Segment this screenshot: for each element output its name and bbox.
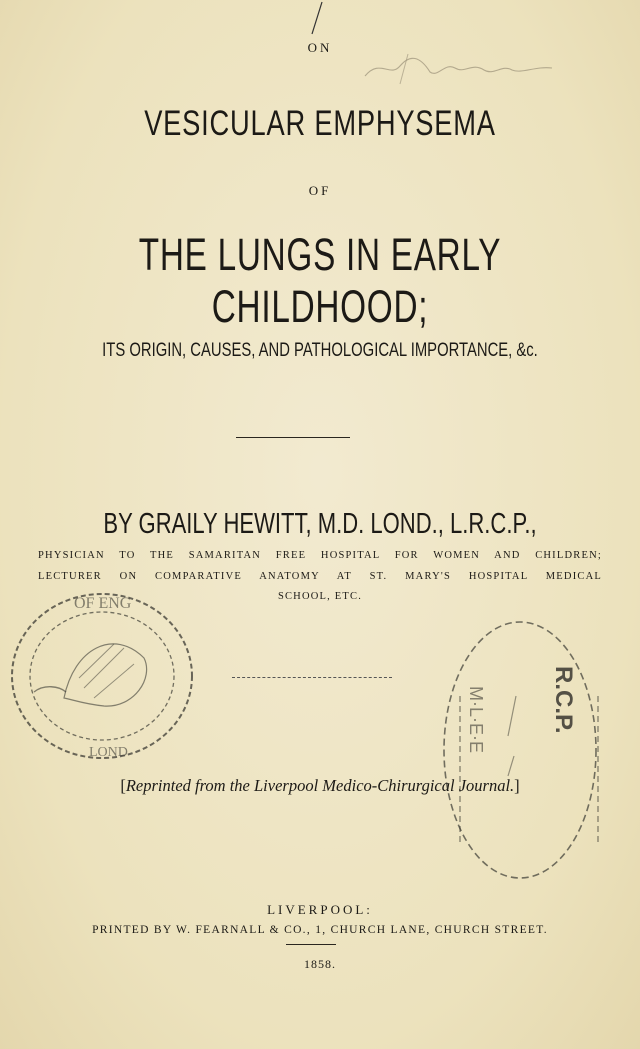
svg-text:R.C.P.: R.C.P. (550, 666, 577, 734)
of-word: OF (308, 183, 332, 198)
reprint-text: Reprinted from the Liverpool Medico-Chirurgical Journal. (125, 776, 515, 795)
divider-rule (236, 437, 350, 438)
svg-text:M·L·E·E: M·L·E·E (466, 686, 486, 753)
library-oval-stamp (438, 616, 618, 896)
author-byline: BY GRAILY HEWITT, M.D. LOND., L.R.C.P., (103, 508, 537, 540)
reprint-close-bracket: ] (514, 776, 520, 795)
title-line-2: THE LUNGS IN EARLY CHILDHOOD; (138, 229, 502, 332)
library-seal-stamp (4, 588, 200, 764)
dashed-divider (232, 677, 392, 678)
imprint-year: 1858. (304, 957, 336, 971)
pen-mark (300, 0, 330, 36)
affiliation-line-3: SCHOOL, ETC. (277, 591, 363, 602)
affiliation-line-1: PHYSICIAN TO THE SAMARITAN FREE HOSPITAL FOR WOMEN AND CHILDREN; (38, 550, 602, 561)
subtitle: ITS ORIGIN, CAUSES, AND PATHOLOGICAL IMPORTANCE, &c. (102, 340, 538, 361)
svg-text:OF ENG: OF ENG (74, 595, 132, 612)
imprint-rule (286, 944, 336, 945)
on-word: ON (307, 40, 333, 55)
reprint-note (0, 776, 640, 796)
reprint-open-bracket: [ (120, 776, 126, 795)
imprint-printer: PRINTED BY W. FEARNALL & CO., 1, CHURCH LANE, CHURCH STREET. (92, 924, 548, 936)
affiliation-line-2: LECTURER ON COMPARATIVE ANATOMY AT ST. MARY'S HOSPITAL MEDICAL (38, 571, 602, 582)
title-line-1: VESICULAR EMPHYSEMA (144, 104, 496, 143)
svg-text:LOND: LOND (89, 745, 128, 760)
imprint-place: LIVERPOOL: (267, 902, 373, 917)
